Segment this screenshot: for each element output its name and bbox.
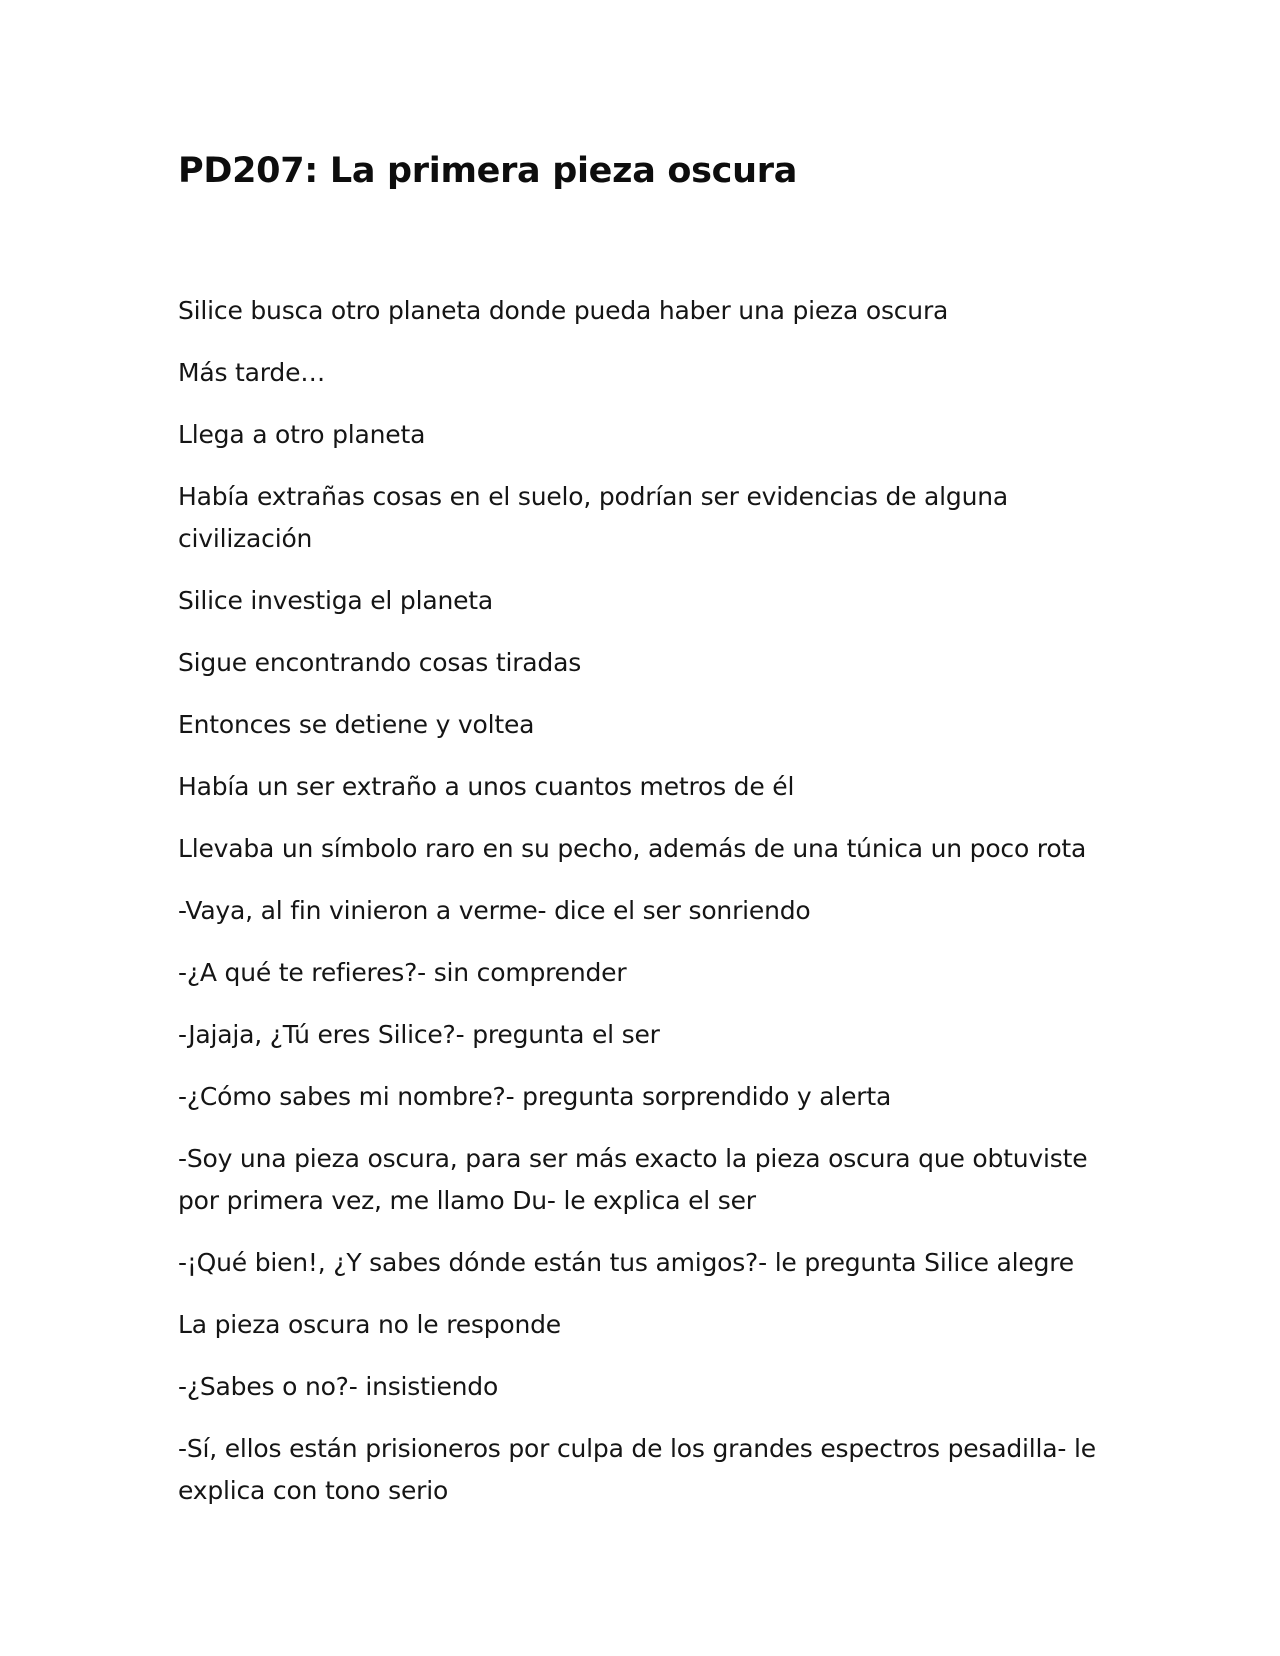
paragraph: -Vaya, al fin vinieron a verme- dice el ser sonriendo [178,896,811,925]
paragraph: La pieza oscura no le responde [178,1310,561,1339]
paragraph: -Jajaja, ¿Tú eres Silice?- pregunta el ser [178,1020,660,1049]
paragraph: Más tarde… [178,358,326,387]
paragraph: -¿Sabes o no?- insistiendo [178,1372,499,1401]
paragraph: -Soy una pieza oscura, para ser más exacto la pieza oscura que obtuviste por primera vez, me llamo Du- le explica el ser [178,1144,1088,1215]
paragraph: Había un ser extraño a unos cuantos metros de él [178,772,795,801]
paragraph: Silice busca otro planeta donde pueda haber una pieza oscura [178,296,949,325]
paragraph: -¿Cómo sabes mi nombre?- pregunta sorprendido y alerta [178,1082,892,1111]
paragraph: Llega a otro planeta [178,420,426,449]
paragraph: Había extrañas cosas en el suelo, podrían ser evidencias de alguna civilización [178,482,1009,553]
paragraph: -¿A qué te refieres?- sin comprender [178,958,627,987]
document-title: PD207: La primera pieza oscura [178,151,798,191]
paragraph: -Sí, ellos están prisioneros por culpa de los grandes espectros pesadilla- le explica con tono serio [178,1434,1096,1505]
paragraph: Entonces se detiene y voltea [178,710,535,739]
paragraph: Llevaba un símbolo raro en su pecho, además de una túnica un poco rota [178,834,1087,863]
paragraph: -¡Qué bien!, ¿Y sabes dónde están tus amigos?- le pregunta Silice alegre [178,1248,1074,1277]
paragraph: Silice investiga el planeta [178,586,494,615]
document-body [178,290,1118,1532]
paragraph: Sigue encontrando cosas tiradas [178,648,582,677]
